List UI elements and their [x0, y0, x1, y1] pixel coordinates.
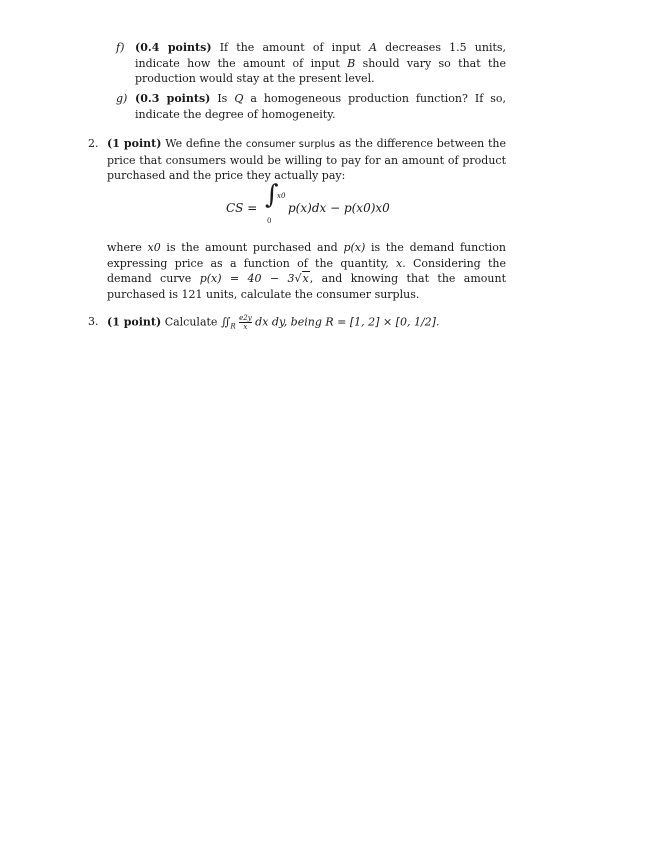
math-var: p(x) — [343, 241, 366, 254]
math-var: x. — [396, 256, 406, 270]
text-span: Considering the demand curve — [107, 256, 507, 285]
question-text — [107, 314, 506, 335]
points-label: (0.3 points) — [135, 92, 211, 105]
sqrt-radicand: x — [302, 272, 309, 285]
subquestion-text — [135, 40, 506, 87]
subquestion-f — [116, 40, 506, 87]
integral-lower-limit: 0 — [267, 217, 272, 225]
question-number: 3. — [88, 315, 99, 328]
math-var: A — [369, 41, 377, 54]
fraction — [239, 314, 252, 331]
formula-lhs: CS = — [226, 201, 258, 215]
subquestion-text — [135, 91, 506, 122]
text-span: is the amount purchased and — [166, 241, 338, 254]
consumer-surplus-formula — [226, 180, 426, 226]
text-span: decreases 1.5 units, indicate how the amount of input — [135, 41, 507, 70]
math-var: B — [347, 56, 356, 70]
text-span: Is — [217, 92, 228, 105]
text-span: dx dy, being — [255, 315, 322, 329]
region-definition: R = [1, 2] × [0, 1/2]. — [325, 315, 440, 329]
defined-term: consumer surplus — [245, 139, 336, 150]
question-text — [107, 136, 506, 184]
paragraph-text — [107, 240, 506, 302]
sqrt-sign: √ — [294, 272, 302, 285]
subquestion-label: f) — [116, 41, 125, 54]
fraction-numerator: e2y — [239, 314, 252, 322]
text-span: as the difference between the price that consumers would be willing to pay for an amount of product purchased and the price they actually pay: — [107, 137, 507, 182]
fraction-denominator: x — [243, 323, 248, 331]
text-span: Calculate — [164, 315, 218, 329]
integral-sign: ∫ — [265, 180, 279, 210]
text-span: If the amount of input — [219, 41, 361, 54]
text-span: We define the — [165, 137, 243, 150]
double-integral-sign: ∬ — [220, 315, 231, 329]
text-span: should vary so that the production would stay at the present level. — [135, 56, 506, 85]
points-label: (1 point) — [107, 137, 162, 150]
integral-upper-limit: x0 — [277, 192, 286, 200]
question-3 — [88, 314, 506, 335]
points-label: (0.4 points) — [135, 41, 212, 54]
question-number: 2. — [88, 137, 99, 150]
question-2 — [88, 136, 506, 184]
question-2-paragraph — [88, 240, 506, 302]
math-var: Q — [234, 92, 244, 105]
points-label: (1 point) — [107, 315, 162, 329]
math-var: x0 — [147, 241, 161, 254]
text-span: is the demand function expressing price as a function of the quantity, — [107, 241, 507, 270]
formula-rhs: p(x)dx − p(x0)x0 — [288, 201, 390, 215]
text-span: a homogeneous production function? If so, indicate the degree of homogeneity. — [135, 92, 507, 121]
text-span: where — [107, 241, 142, 254]
region-subscript: R — [230, 322, 236, 331]
demand-curve-expr: p(x) = 40 − 3 — [199, 272, 295, 285]
subquestion-label: g) — [116, 92, 128, 105]
text-span: , and knowing that the amount purchased is 121 units, calculate the consumer surplus. — [107, 272, 507, 301]
subquestion-g — [116, 91, 506, 122]
